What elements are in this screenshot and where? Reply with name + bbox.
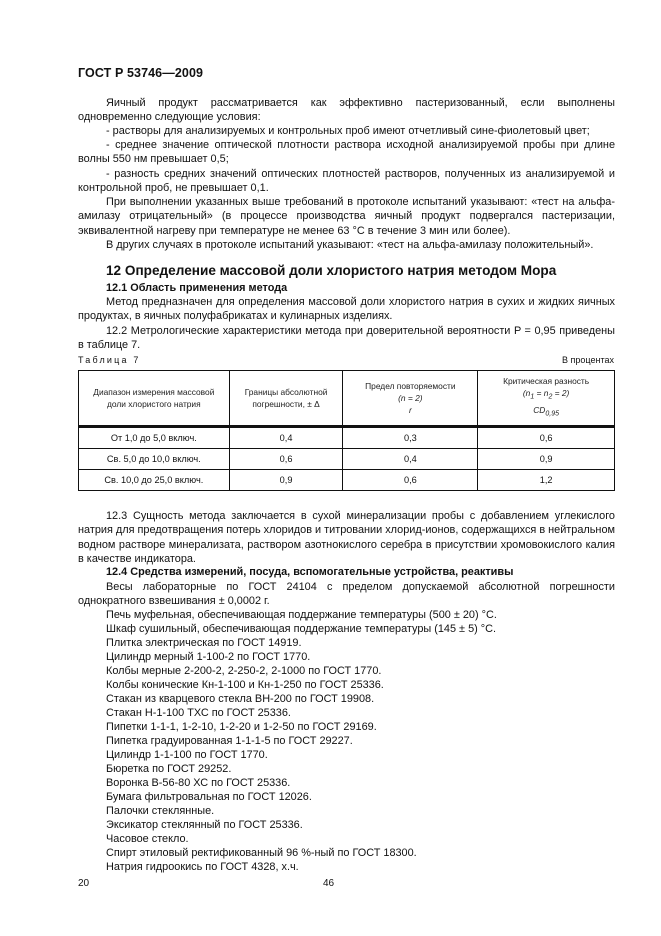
column-header: Границы абсолютной погрешности, ± Δ [229,371,343,427]
section-title: 12 Определение массовой доли хлористого натрия методом Мора [106,263,557,278]
equipment-item: Пипетки 1-1-1, 1-2-10, 1-2-20 и 1-2-50 по ГОСТ 29169. [106,721,377,733]
table-cell: 0,6 [343,470,478,491]
result-paragraph-positive: В других случаях в протоколе испытаний указывают: «тест на альфа-амилазу положительный». [106,239,594,251]
table-cell: Св. 10,0 до 25,0 включ. [79,470,230,491]
equipment-item: Шкаф сушильный, обеспечивающая поддержание температуры (145 ± 5) °С. [106,623,497,635]
table-cell: 0,4 [229,427,343,449]
table-cell: 0,9 [229,470,343,491]
table-row [79,427,615,449]
page-number: 20 [78,878,90,889]
equipment-item: Стакан из кварцевого стекла ВН-200 по ГОСТ 19908. [106,693,375,705]
subsection-title: 12.4 Средства измерений, посуда, вспомогательные устройства, реактивы [106,566,514,578]
table-row [79,470,615,491]
table-cell: От 1,0 до 5,0 включ. [79,427,230,449]
equipment-item: Весы лабораторные по ГОСТ 24104 с пределом допускаемой абсолютной погрешности однократного взвешивания ± 0,0002 г. [78,581,615,608]
equipment-item: Палочки стеклянные. [106,805,215,817]
equipment-item: Воронка В-56-80 ХС по ГОСТ 25336. [106,777,291,789]
equipment-item: Стакан Н-1-100 ТХС по ГОСТ 25336. [106,707,291,719]
equipment-item: Цилиндр 1-1-100 по ГОСТ 1770. [106,749,268,761]
table-cell: 0,4 [343,449,478,470]
equipment-item: Бумага фильтровальная по ГОСТ 12026. [106,791,312,803]
table-header-row [79,371,615,427]
equipment-item: Цилиндр мерный 1-100-2 по ГОСТ 1770. [106,651,311,663]
document-id: ГОСТ Р 53746—2009 [78,66,204,80]
metrology-table [78,370,615,491]
equipment-item: Печь муфельная, обеспечивающая поддержание температуры (500 ± 20) °С. [106,609,497,621]
subsection-title: 12.1 Область применения метода [106,282,288,294]
table-row [79,449,615,470]
equipment-item: Плитка электрическая по ГОСТ 14919. [106,637,302,649]
table-caption: Таблица 7 [78,355,141,365]
table-cell: 0,9 [478,449,615,470]
sheet-number: 46 [323,878,335,889]
intro-bullet: - среднее значение оптической плотности раствора исходной анализируемой пробы при длине волны 550 нм превышает 0,5; [78,139,615,166]
table-cell: Св. 5,0 до 10,0 включ. [79,449,230,470]
column-header: Предел повторяемости (n = 2) r [343,371,478,427]
table-cell: 1,2 [478,470,615,491]
table-cell: 0,6 [478,427,615,449]
metrology-paragraph: 12.2 Метрологические характеристики метода при доверительной вероятности P = 0,95 приведены в таблице 7. [78,325,615,352]
table-cell: 0,3 [343,427,478,449]
column-header: Критическая разность $(n_1 = n_2 = 2)$ $CD_{0,95}$ [478,371,615,427]
equipment-item: Спирт этиловый ректификованный 96 %-ный по ГОСТ 18300. [106,847,417,859]
method-principle-paragraph: 12.3 Сущность метода заключается в сухой минерализации пробы с добавлением углекислого натрия для предотвращения потерь хлоридов и титровании хлорид-ионов, содержащихся в нейтральном водном растворе минерализата, раствором азотнокислого серебра в присутствии хромовокислого калия в качестве индикатора. [78,510,615,565]
table-unit: В процентах [562,355,614,365]
equipment-item: Пипетка градуированная 1-1-1-5 по ГОСТ 29227. [106,735,353,747]
intro-paragraph: Яичный продукт рассматривается как эффективно пастеризованный, если выполнены одновременно следующие условия: [78,97,615,124]
equipment-item: Эксикатор стеклянный по ГОСТ 25336. [106,819,303,831]
intro-bullet: - растворы для анализируемых и контрольных проб имеют отчетливый сине-фиолетовый цвет; [106,125,590,137]
equipment-item: Колбы мерные 2-200-2, 2-250-2, 2-1000 по ГОСТ 1770. [106,665,382,677]
equipment-item: Колбы конические Кн-1-100 и Кн-1-250 по ГОСТ 25336. [106,679,384,691]
result-paragraph: При выполнении указанных выше требований в протоколе испытаний указывают: «тест на альфа-амилазу отрицательный» (в процессе производства яичный продукт подвергался пастеризации, эквивалентной нагреву при температуре не менее 63 °С в течение 3 мин или более). [78,196,615,237]
column-header: Диапазон измерения массовой доли хлористого натрия [79,371,230,427]
equipment-item: Натрия гидроокись по ГОСТ 4328, х.ч. [106,861,299,873]
table-cell: 0,6 [229,449,343,470]
equipment-item: Бюретка по ГОСТ 29252. [106,763,232,775]
intro-bullet: - разность средних значений оптических плотностей растворов, полученных из анализируемой и контрольной проб, не превышает 0,1. [78,168,615,195]
scope-paragraph: Метод предназначен для определения массовой доли хлористого натрия в сухих и жидких яичных продуктах, в яичных полуфабрикатах и кулинарных изделиях. [78,296,615,323]
equipment-item: Часовое стекло. [106,833,189,845]
